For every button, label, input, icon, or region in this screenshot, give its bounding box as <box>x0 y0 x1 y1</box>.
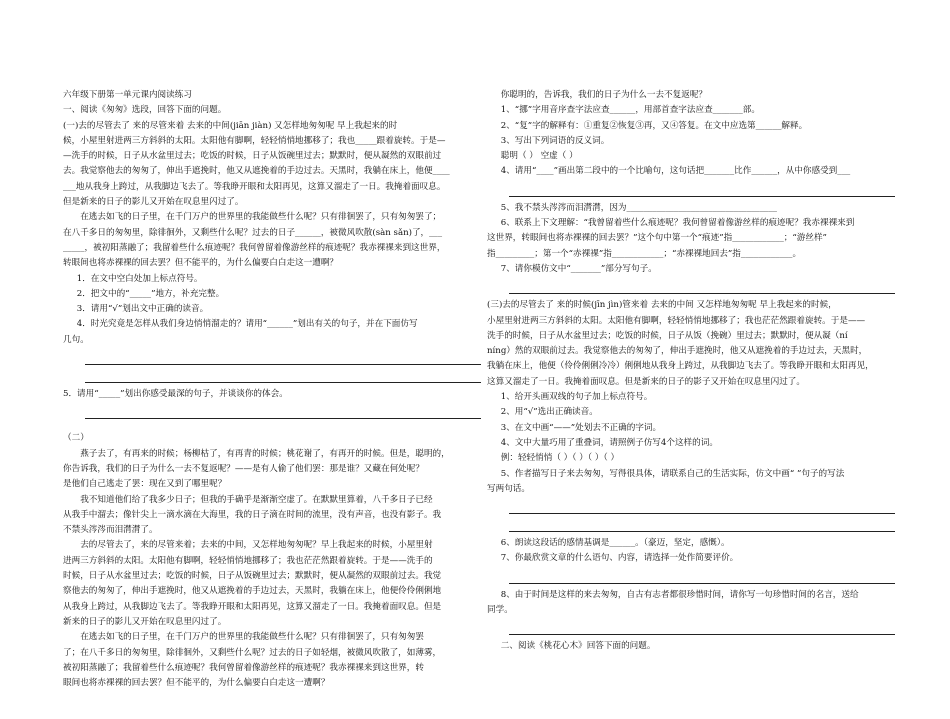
answer-line[interactable] <box>85 405 481 419</box>
passage-line: (三)去的尽管去了 来的时候(jīn jìn)管来着 去来的中间 又怎样地匆匆呢 早上我起来的时候， <box>487 300 837 311</box>
section-heading: 二、阅读《桃花心木》回答下面的问题。 <box>500 641 656 652</box>
answer-line[interactable] <box>509 518 895 532</box>
passage-line: 洗手的时候，日子从水盆里过去；吃饭的时候，日子从饭（挽碗）里过去；默默时，便从凝（ní <box>487 330 848 341</box>
question: 1、“挪”字用音序查字法应查______，用部首查字法应查_______部。 <box>500 105 760 116</box>
passage-line: 你告诉我，我们的日子为什么一去不复返呢？——是有人偷了他们罢：那是谁？又藏在何处呢？ <box>63 463 424 474</box>
passage-line: 新来的日子的影儿又开始在叹息里闪过了。 <box>63 616 227 627</box>
passage-line: 了；在八千多日的匆匆里，除徘徊外，又剩些什么呢？过去的日子如轻烟，被微风吹散了，如薄雾， <box>63 647 442 658</box>
passage-line: 这算又溜走了一日。我掩着面叹息。但是新来的日子的影子又开始在叹息里闪过了。 <box>487 376 805 387</box>
passage-line: 从我身上跨过，从我脚边飞去了。等我睁开眼和太阳再见，这算又溜走了一日。我掩着面叹息。但是 <box>63 601 442 612</box>
question: 同学。 <box>487 605 513 616</box>
answer-line[interactable] <box>509 621 895 635</box>
passage-line: 候，小屋里射进两三方斜斜的太阳。太阳他有脚啊，轻轻悄悄地挪移了；我也_____跟着旋转。于是— <box>63 135 446 146</box>
passage-line: 进两三方斜斜的太阳。太阳他有脚啊，轻轻悄悄地挪移了；我也茫茫然跟着旋转。于是——洗手的 <box>63 555 433 566</box>
answer-line[interactable] <box>509 280 895 294</box>
passage-line: níng）然的双眼前过去。我觉察他去的匆匆了，伸出手遮挽时，他又从遮挽着的手边过去，天黑时， <box>487 346 868 357</box>
question: 指_________；第一个“赤裸裸”指____________；“赤裸裸地回去”指____________。 <box>487 248 802 259</box>
section-heading: （二） <box>63 433 89 444</box>
passage-line: 去的尽管去了，来的尽管来着；去来的中间，又怎样地匆匆呢？早上我起来的时候，小屋里射 <box>80 540 433 551</box>
question: 7、你最欣赏文章的什么语句、内容，请选择一处作简要评价。 <box>500 553 739 564</box>
passage-line: 在八千多日的匆匆里，除徘徊外，又剩些什么呢？过去的日子______，被微风吹散(sàn sǎn)了，___ <box>63 227 443 238</box>
worksheet-title: 六年级下册第一单元课内阅读练习 <box>63 90 192 100</box>
passage-line: _____，被初阳蒸融了；我留着些什么痕迹呢？我何曾留着像游丝样的痕迹呢？我赤裸裸来到这世界， <box>63 242 446 253</box>
passage-line: (一)去的尽管去了 来的尽管来着 去来的中间(jiān jiàn) 又怎样地匆匆呢 早上我起来的时 <box>63 120 398 131</box>
question: 这世界，转眼间也将赤裸裸的回去罢？”这个句中第一个“痕迹”指____________；“游丝样” <box>487 233 827 244</box>
question: 6、朗读这段话的感情基调是______。（豪迈，坚定，感慨）。 <box>500 538 730 549</box>
answer-line[interactable] <box>509 500 895 514</box>
question: 几句。 <box>63 334 89 345</box>
question: 8、由于时间是这样的来去匆匆，自古有志者都很珍惜时间，请你写一句珍惜时间的名言，送给 <box>500 589 859 600</box>
passage-line: 去。我觉察他去的匆匆了，伸出手遮挽时，他又从遮挽着的手边过去。天黑时，我躺在床上，他便____ <box>63 166 450 177</box>
passage-line: 察他去的匆匆了，伸出手遮挽时，他又从遮挽着的手边过去，天黑时，我躺在床上，他便伶伶俐俐地 <box>63 586 442 597</box>
passage-line: 在逃去如飞的日子里，在千门万户的世界里的我能做些什么呢？只有徘徊罢了，只有匆匆罢 <box>80 632 424 643</box>
question: 例：轻轻悄悄（ ）（ ）（ ）（ ） <box>500 453 620 464</box>
question: 1．在文中空白处加上标点符号。 <box>76 273 203 284</box>
answer-line[interactable] <box>509 183 895 197</box>
question: 3、写出下列词语的反义词。 <box>500 135 610 146</box>
passage-line: 你聪明的，告诉我，我们的日子为什么一去不复返呢？ <box>500 90 708 100</box>
answer-line[interactable] <box>85 351 481 365</box>
question: 3、在文中画“——”处划去不正确的字词。 <box>500 422 662 433</box>
question: 2、“复”字的解释有：①重复②恢复③再，又④答复。在文中应选第______解释。 <box>500 120 808 131</box>
left-column <box>63 88 481 691</box>
question: 4、文中大量巧用了重叠词，请照例子仿写4个这样的词。 <box>500 437 718 448</box>
passage-line: 我不知道他们给了我多少日子；但我的手确乎是渐渐空虚了。在默默里算着，八千多日子已经 <box>80 494 433 505</box>
question: 2、用“√”选出正确读音。 <box>500 407 598 418</box>
passage-line: 转眼间也将赤裸裸的回去罢？但不能平的，为什么偏要白白走这一遭啊？ <box>63 258 339 269</box>
passage-line: 小屋里射进两三方斜斜的太阳。太阳他有脚啊，轻轻悄悄地挪移了；我也茫茫然跟着旋转。于是—— <box>487 315 866 326</box>
question: 2．把文中的“_____”地方，补充完整。 <box>76 288 225 299</box>
question: 5、我不禁头涔涔而泪潸潸，因为___________________________________ <box>500 202 777 213</box>
question: 3．请用“√”划出文中正确的读音。 <box>76 304 209 315</box>
question: 写两句话。 <box>487 483 530 494</box>
question: 6、联系上下文理解：“我曾留着些什么痕迹呢？我何曾留着像游丝样的痕迹呢？我赤裸裸来到 <box>500 218 855 229</box>
answer-line[interactable] <box>509 570 895 584</box>
passage-line: 燕子去了，有再来的时候；杨柳枯了，有再青的时候；桃花谢了，有再开的时候。但是，聪明的， <box>80 448 450 459</box>
right-column <box>487 88 895 655</box>
passage-line: 眼间也将赤裸裸的回去罢？但不能平的，为什么偏要白白走这一遭啊？ <box>63 678 330 689</box>
question: 4．时光究竟是怎样从我们身边悄悄溜走的？请用“______”划出有关的句子，并在下面仿写 <box>76 319 418 330</box>
passage-line: 是他们自己逃走了罢：现在又到了哪里呢？ <box>63 479 227 490</box>
passage-line: —洗手的时候，日子从水盆里过去；吃饭的时候，日子从饭碗里过去；默默时，便从凝然的双眼前过 <box>63 151 442 162</box>
passage-line: 从我手中溜去；像针尖上一滴水滴在大海里，我的日子滴在时间的流里，没有声音，也没有影子。我 <box>63 509 442 520</box>
passage-line: ___地从我身上跨过，从我脚边飞去了。等我睁开眼和太阳再见，这算又溜走了一日。我掩着面叹息。 <box>63 181 446 192</box>
question: 4、请用“____”画出第二段中的一个比喻句，这句话把_______比作______，从中你感受到___ <box>500 166 851 177</box>
question: 5、作者描写日子来去匆匆，写得很具体，请联系自己的生活实际，仿文中画“ ”句子的写法 <box>500 468 845 479</box>
passage-line: 不禁头涔涔而泪潸潸了。 <box>63 525 158 536</box>
passage-line: 被初阳蒸融了；我留着些什么痕迹呢？我何曾留着像游丝样的痕迹呢？我赤裸裸来到这世界，转 <box>63 662 424 673</box>
passage-line: 时候，日子从水盆里过去；吃饭的时候，日子从饭碗里过去；默默时，便从凝然的双眼前过去。我觉 <box>63 571 442 582</box>
question: 5．请用“_____”划出你感受最深的句子，并谈谈你的体会。 <box>63 389 288 400</box>
passage-line: 在逃去如飞的日子里，在千门万户的世界里的我能做些什么呢？只有徘徊罢了，只有匆匆罢了； <box>80 212 442 223</box>
section-heading: 一、阅读《匆匆》选段，回答下面的问题。 <box>63 105 227 116</box>
question: 7、请你模仿文中“_______”部分写句子。 <box>500 263 657 274</box>
answer-line[interactable] <box>85 369 481 383</box>
passage-line: 但是新来的日子的影儿又开始在叹息里闪过了。 <box>63 197 244 208</box>
question: 聪明（ ） 空虚（ ） <box>500 151 578 162</box>
passage-line: 我躺在床上，他便（伶伶俐俐冷冷）俐俐地从我身上跨过，从我脚边飞去了。等我睁开眼和太阳再见， <box>487 361 874 372</box>
question: 1、给开头画双线的句子加上标点符号。 <box>500 392 653 403</box>
